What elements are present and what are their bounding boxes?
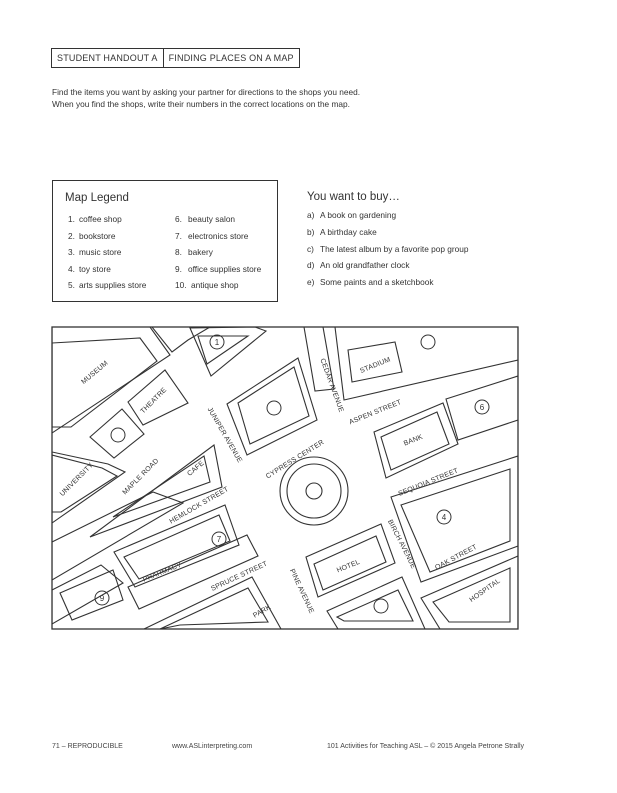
blank-location-circle bbox=[421, 335, 435, 349]
map-marker-7 bbox=[212, 532, 226, 546]
blank-location-circle bbox=[111, 428, 125, 442]
shopping-item: b) A birthday cake bbox=[307, 226, 377, 237]
label-stadium: STADIUM bbox=[359, 356, 392, 375]
legend-item: 4. toy store bbox=[68, 263, 111, 274]
blank-location-circle bbox=[267, 401, 281, 415]
label-theatre: THEATRE bbox=[139, 386, 169, 416]
legend-item: 1. coffee shop bbox=[68, 214, 122, 224]
legend-item: 7. electronics store bbox=[175, 230, 249, 241]
legend-item: 3. music store bbox=[68, 247, 122, 258]
label-oak-street: OAK STREET bbox=[434, 543, 479, 572]
shopping-item: e) Some paints and a sketchbook bbox=[307, 277, 434, 288]
label-cypress-center: CYPRESS CENTER bbox=[264, 439, 326, 481]
label-hotel: HOTEL bbox=[335, 558, 362, 575]
svg-text:7: 7 bbox=[216, 535, 222, 544]
shopping-list-title: You want to buy… bbox=[307, 191, 400, 203]
label-sequoia-street: SEQUOIA STREET bbox=[397, 467, 460, 498]
label-bank: BANK bbox=[402, 433, 424, 448]
instruction-line-2: When you find the shops, write their numbers in the correct locations on the map. bbox=[52, 99, 350, 109]
label-pharmacy: PHARMACY bbox=[141, 561, 183, 584]
label-aspen-street: ASPEN STREET bbox=[348, 398, 403, 427]
legend-title: Map Legend bbox=[65, 192, 129, 204]
label-spruce-street: SPRUCE STREET bbox=[210, 560, 269, 593]
map-marker-6 bbox=[475, 400, 489, 414]
handout-label: STUDENT HANDOUT A bbox=[57, 53, 158, 63]
footer-url: www.ASLinterpreting.com bbox=[172, 743, 253, 750]
footer-credit: 101 Activities for Teaching ASL – © 2015 Angela Petrone Strally bbox=[327, 743, 525, 750]
legend-item: 5. arts supplies store bbox=[68, 280, 147, 291]
label-park: PARK bbox=[252, 603, 273, 620]
blank-location-circle bbox=[374, 599, 388, 613]
label-birch-avenue: BIRCH AVENUE bbox=[385, 518, 417, 570]
map-marker-1 bbox=[210, 335, 224, 349]
label-cafe: CAFE bbox=[186, 459, 206, 478]
footer-page: 71 – REPRODUCIBLE bbox=[52, 743, 123, 750]
legend-item: 2. bookstore bbox=[68, 230, 116, 241]
instruction-line-1: Find the items you want by asking your partner for directions to the shops you need. bbox=[52, 87, 361, 97]
legend-item: 8. bakery bbox=[175, 247, 213, 258]
label-cedar-avenue: CEDAR AVENUE bbox=[318, 357, 345, 414]
handout-title: FINDING PLACES ON A MAP bbox=[163, 49, 299, 67]
label-pine-avenue: PINE AVENUE bbox=[287, 567, 315, 615]
label-hospital: HOSPITAL bbox=[468, 577, 502, 604]
label-juniper-avenue: JUNIPER AVENUE bbox=[205, 406, 243, 465]
label-maple-road: MAPLE ROAD bbox=[121, 457, 161, 497]
svg-text:6: 6 bbox=[479, 403, 485, 412]
shopping-item: d) An old grandfather clock bbox=[307, 260, 410, 271]
legend-item: 9. office supplies store bbox=[175, 263, 262, 274]
map-marker-4 bbox=[437, 510, 451, 524]
shopping-item: c) The latest album by a favorite pop group bbox=[307, 243, 469, 254]
label-university: UNIVERSITY bbox=[58, 461, 95, 498]
shopping-item: a) A book on gardening bbox=[307, 210, 397, 220]
label-museum: MUSEUM bbox=[80, 359, 110, 386]
svg-text:9: 9 bbox=[99, 594, 105, 603]
svg-text:1: 1 bbox=[214, 338, 220, 347]
legend-item: 6. beauty salon bbox=[175, 214, 236, 224]
label-hemlock-street: HEMLOCK STREET bbox=[168, 485, 231, 526]
legend-item: 10. antique shop bbox=[175, 280, 239, 291]
cypress-center-roundabout bbox=[280, 457, 348, 525]
svg-text:4: 4 bbox=[441, 513, 447, 522]
